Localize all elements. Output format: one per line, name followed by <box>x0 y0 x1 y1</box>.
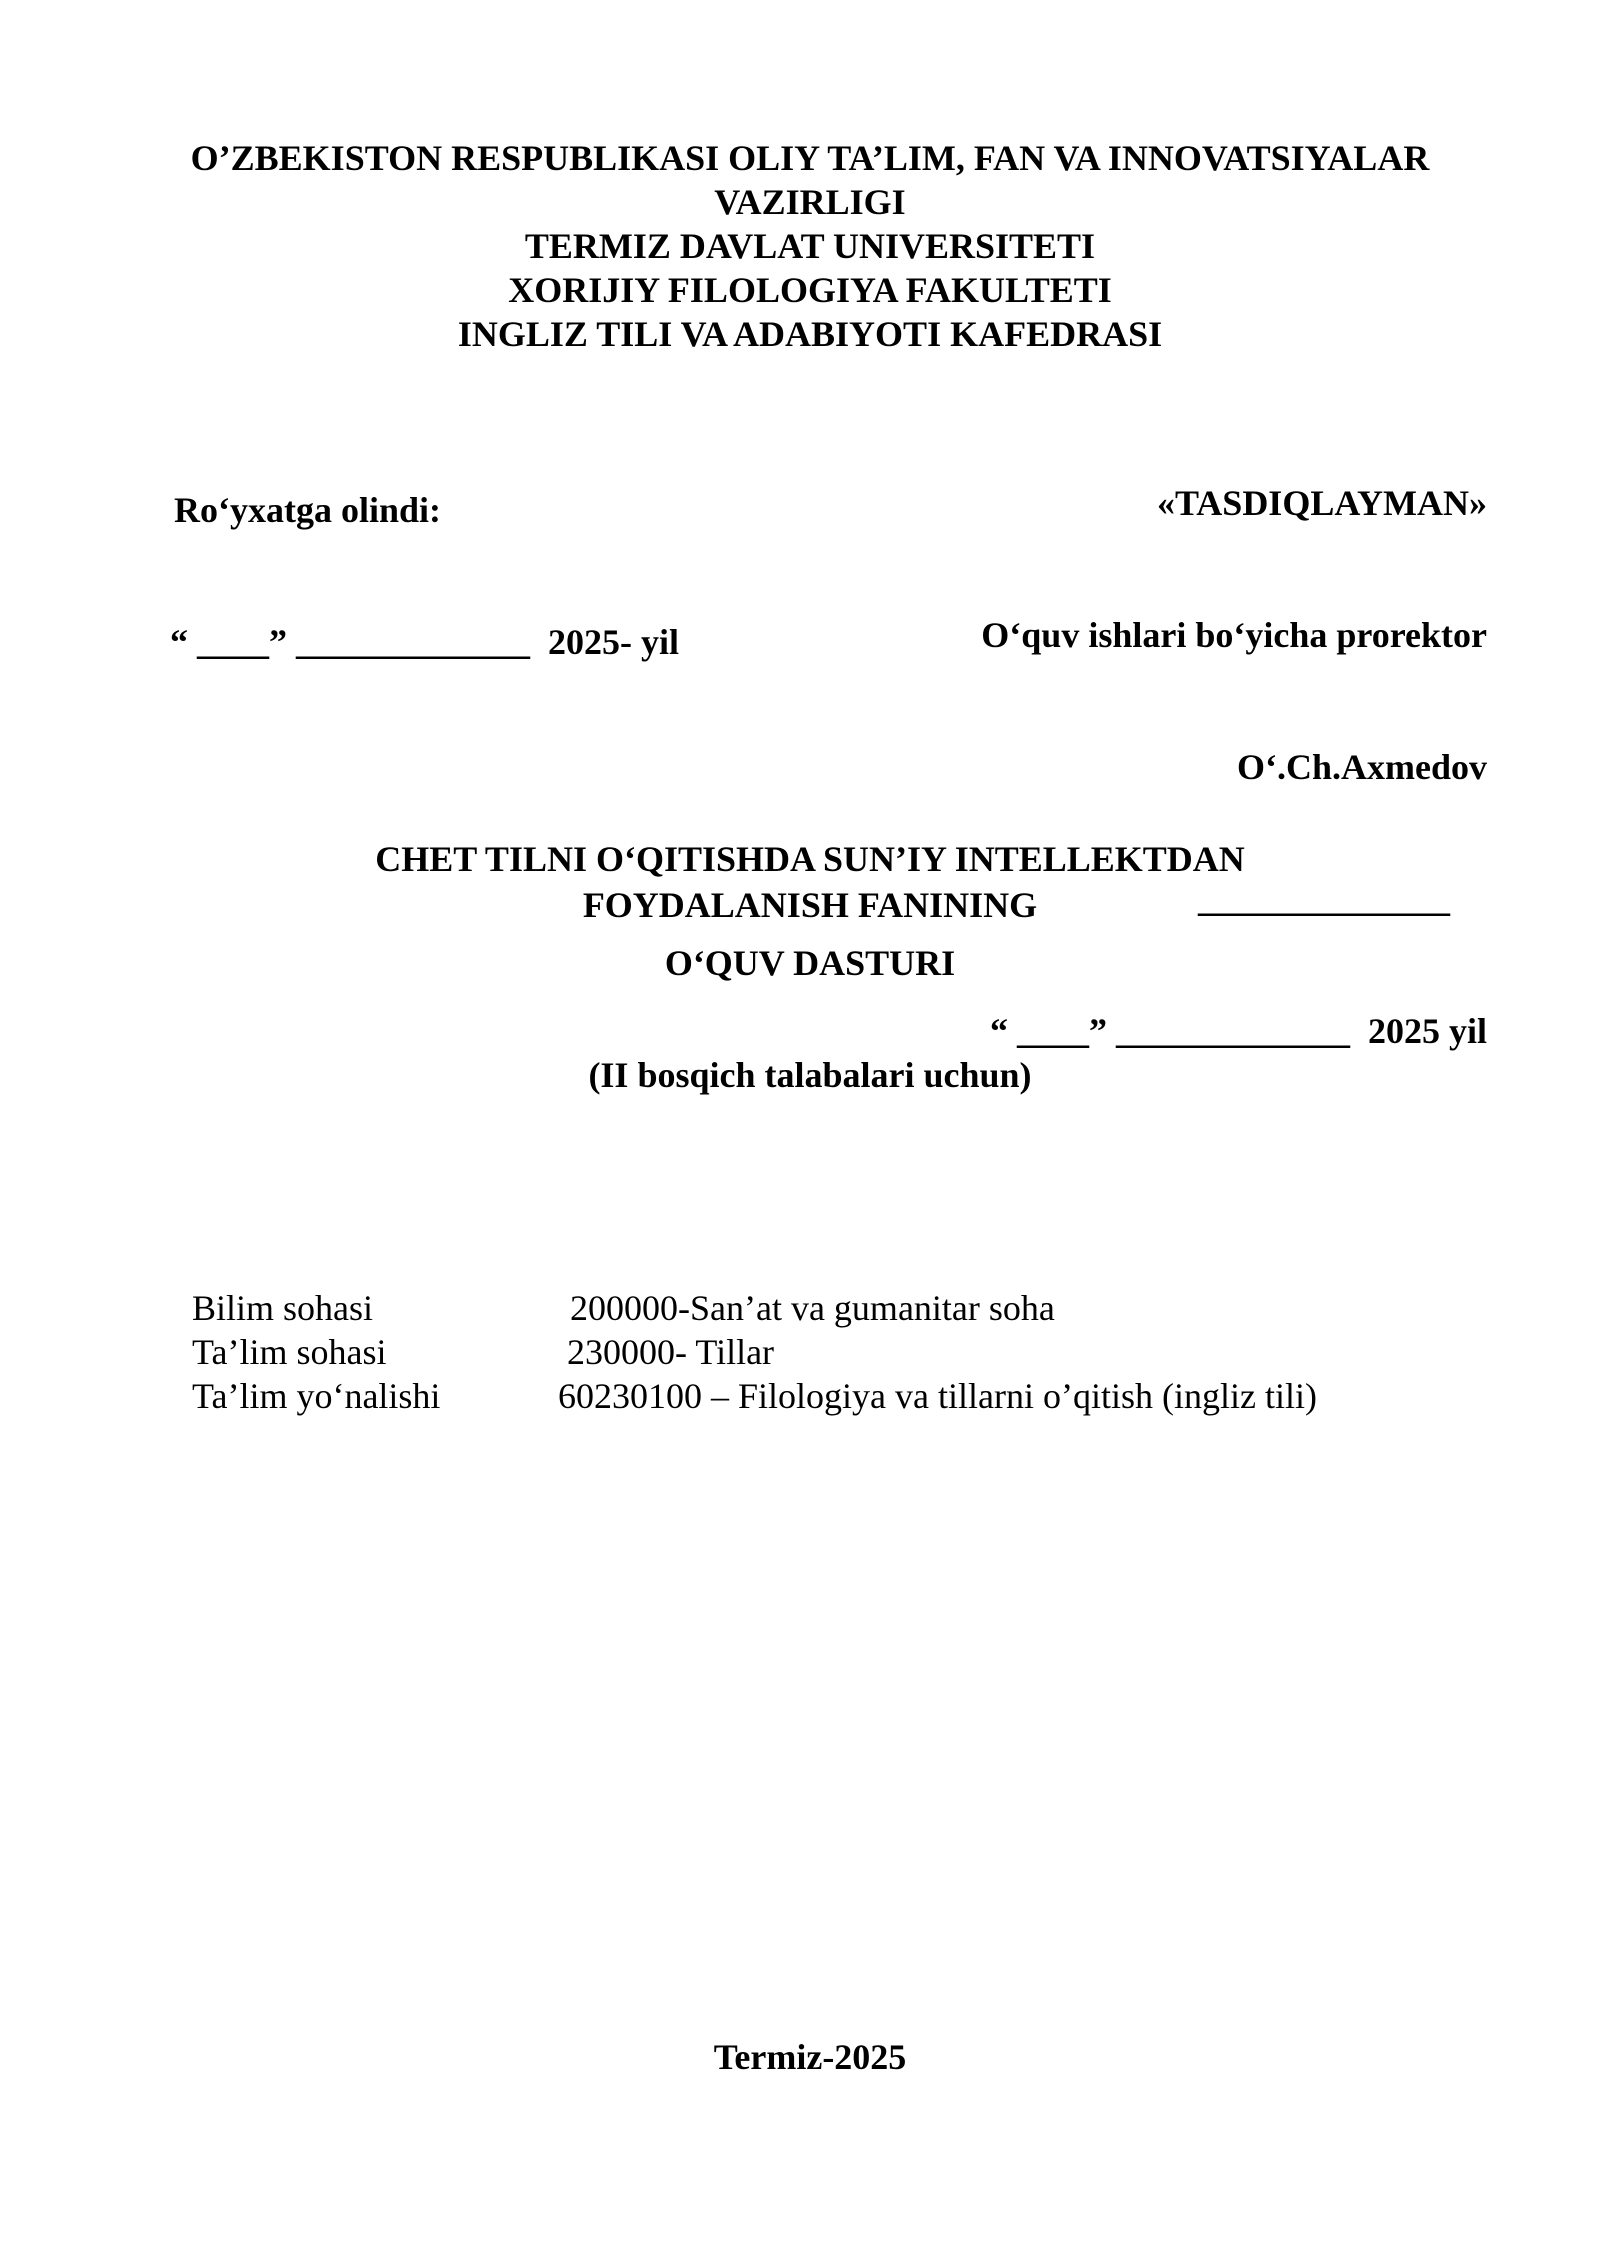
info-value: 60230100 – Filologiya va tillarni o’qitish (ingliz tili) <box>558 1376 1317 1416</box>
approval-title: «TASDIQLAYMAN» <box>1156 483 1487 523</box>
header-line-ministry-cont: VAZIRLIGI <box>714 182 906 222</box>
header-line-faculty: XORIJIY FILOLOGIYA FAKULTETI <box>508 270 1112 310</box>
info-label: Ta’lim yo‘nalishi <box>192 1376 441 1416</box>
info-label: Ta’lim sohasi <box>192 1332 387 1372</box>
ministry-header <box>130 136 1490 356</box>
document-title <box>130 836 1490 1098</box>
registration-date-line: “ ____” _____________ 2025- yil <box>170 622 679 662</box>
approval-position: O‘quv ishlari bo‘yicha prorektor <box>981 615 1487 655</box>
registration-label: Ro‘yxatga olindi: <box>174 490 442 530</box>
info-value: 200000-San’at va gumanitar soha <box>570 1288 1055 1328</box>
header-line-ministry: O’ZBEKISTON RESPUBLIKASI OLIY TA’LIM, FAN VA INNOVATSIYALAR <box>190 138 1430 178</box>
title-line-1: CHET TILNI O‘QITISHDA SUN’IY INTELLEKTDAN <box>375 839 1245 879</box>
info-label: Bilim sohasi <box>192 1288 374 1328</box>
info-value: 230000- Tillar <box>567 1332 775 1372</box>
document-subtitle: (II bosqich talabalari uchun) <box>588 1055 1032 1095</box>
approval-name: O‘.Ch.Axmedov <box>1237 747 1487 787</box>
registration-block <box>170 400 679 752</box>
approval-date-line: “ ____” _____________ 2025 yil <box>989 1011 1487 1051</box>
title-line-2: FOYDALANISH FANINING <box>582 885 1038 925</box>
place-year-footer: Termiz-2025 <box>713 2037 907 2077</box>
header-line-university: TERMIZ DAVLAT UNIVERSITETI <box>524 226 1096 266</box>
header-line-department: INGLIZ TILI VA ADABIYOTI KAFEDRASI <box>457 314 1163 354</box>
approval-signature-line: ______________ <box>1198 879 1450 919</box>
title-line-3: O‘QUV DASTURI <box>664 943 956 983</box>
